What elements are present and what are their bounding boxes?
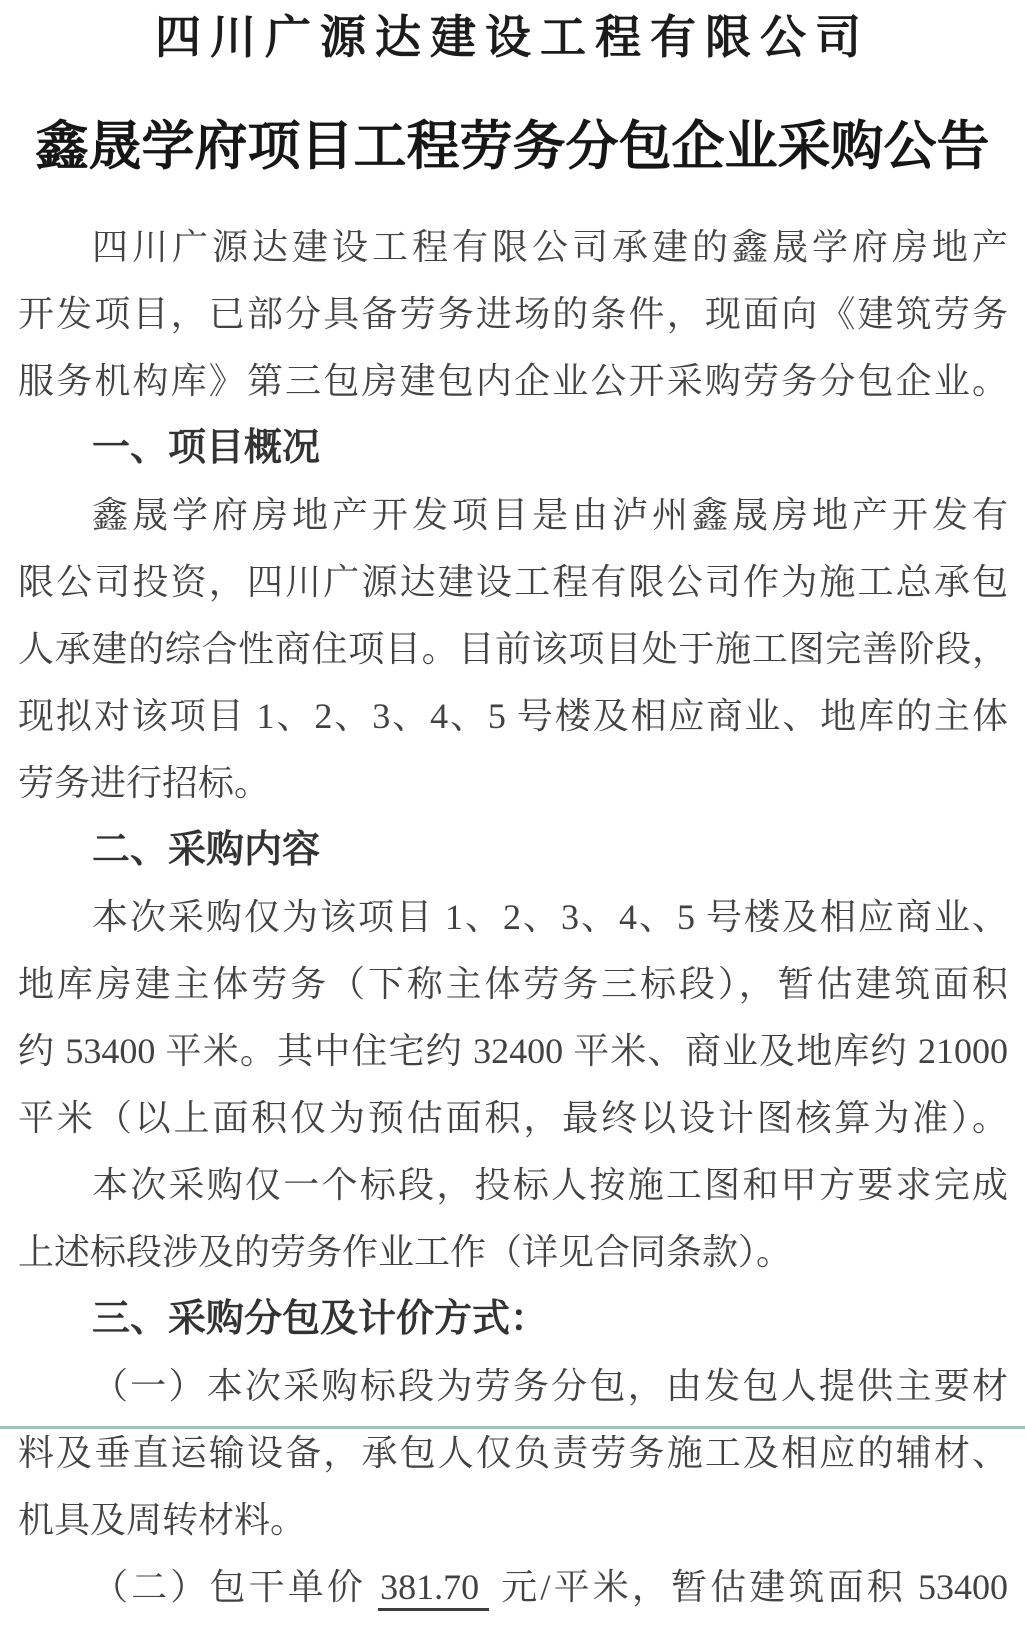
scan-divider-line: [0, 1426, 1025, 1429]
document-body: [18, 214, 1008, 1621]
intro-line-1: 四川广源达建设工程有限公司承建的鑫晟学府房地产: [92, 227, 1008, 267]
section1-line-4: 现拟对该项目 1、2、3、4、5 号楼及相应商业、地库的主体: [18, 696, 1008, 736]
unit-price-underlined: 381.70: [378, 1567, 489, 1611]
item2-prefix-text: （二）包干单价: [92, 1567, 379, 1607]
announcement-title: 鑫晟学府项目工程劳务分包企业采购公告: [35, 118, 990, 176]
section2-p2-line-2: 上述标段涉及的劳务作业工作（详见合同条款）。: [18, 1232, 793, 1272]
section2-p1-line-3: 约 53400 平米。其中住宅约 32400 平米、商业及地库约 21000: [18, 1031, 1008, 1071]
section2-p1-line-2: 地库房建主体劳务（下称主体劳务三标段），暂估建筑面积: [18, 964, 1008, 1004]
section1-line-2: 限公司投资，四川广源达建设工程有限公司作为施工总承包: [18, 562, 1008, 602]
section2-heading: 二、采购内容: [92, 829, 321, 871]
section2-p1-line-1: 本次采购仅为该项目 1、2、3、4、5 号楼及相应商业、: [92, 897, 1008, 937]
section3-item1-line-3: 机具及周转材料。: [18, 1500, 307, 1540]
intro-line-3: 服务机构库》第三包房建包内企业公开采购劳务分包企业。: [18, 361, 1008, 401]
section3-item1-line-1: （一）本次采购标段为劳务分包，由发包人提供主要材: [92, 1366, 1008, 1406]
section3-item1-line-2: 料及垂直运输设备，承包人仅负责劳务施工及相应的辅材、: [18, 1433, 1008, 1473]
section1-heading: 一、项目概况: [92, 427, 321, 469]
intro-line-2: 开发项目，已部分具备劳务进场的条件，现面向《建筑劳务: [18, 294, 1008, 334]
section2-p2-line-1: 本次采购仅一个标段，投标人按施工图和甲方要求完成: [92, 1165, 1008, 1205]
section3-item2-line: [18, 1554, 1008, 1621]
company-title: 四川广源达建设工程有限公司: [155, 12, 870, 63]
section1-line-3: 人承建的综合性商住项目。目前该项目处于施工图完善阶段，: [18, 629, 1008, 669]
section3-heading: 三、采购分包及计价方式：: [92, 1298, 549, 1340]
section2-p1-line-4: 平米（以上面积仅为预估面积，最终以设计图核算为准）。: [18, 1098, 1008, 1138]
item2-suffix-text: 元/平米，暂估建筑面积 53400: [489, 1567, 1008, 1607]
section1-line-1: 鑫晟学府房地产开发项目是由泸州鑫晟房地产开发有: [92, 495, 1008, 535]
section1-line-5: 劳务进行招标。: [18, 763, 271, 803]
